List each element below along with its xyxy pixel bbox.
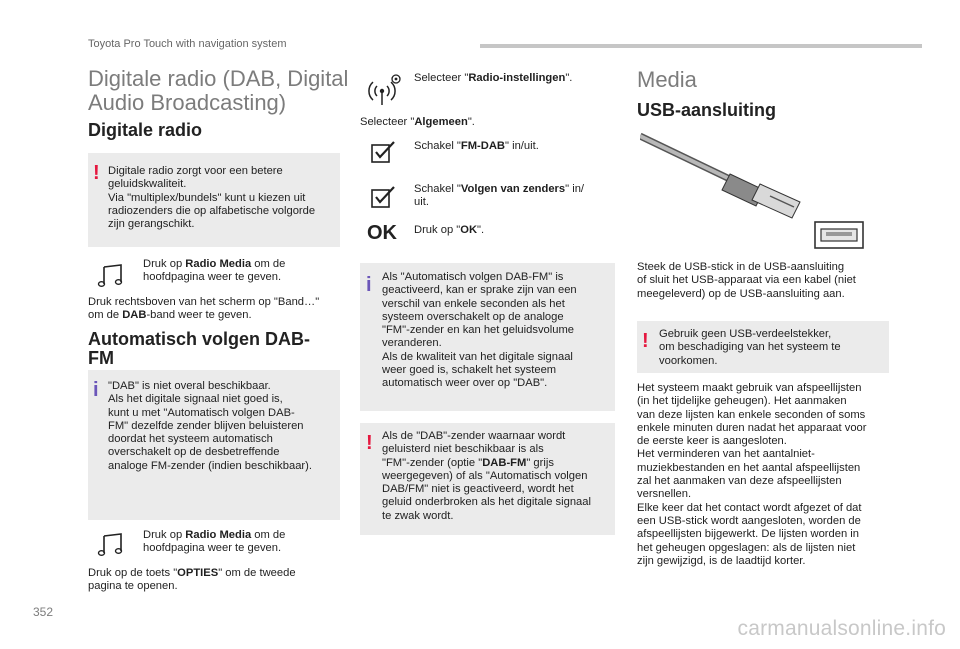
- text-line: radiozenders die op alfabetische volgorde: [108, 204, 316, 217]
- text-line: geluisterd niet beschikbaar is als: [382, 443, 544, 456]
- checkbox-icon: [370, 185, 398, 209]
- step-ok: [414, 224, 484, 237]
- text: om de: [88, 309, 123, 322]
- text-line: zal het aanmaken van deze afspeellijsten: [637, 475, 842, 488]
- text-line: DAB/FM" niet is geactiveerd, wordt het: [382, 483, 574, 496]
- step-radio-settings: [414, 72, 572, 85]
- subtitle-usb: USB-aansluiting: [637, 100, 777, 120]
- text: om de: [251, 529, 286, 541]
- warning-box-usb: [637, 321, 889, 373]
- info-icon: i: [366, 274, 372, 296]
- step-follow-stations: [414, 183, 584, 210]
- text-line: zijn gerangschikt.: [108, 218, 195, 231]
- text: ".: [477, 224, 485, 236]
- text: Selecteer ": [360, 116, 415, 128]
- subtitle-line: FM: [88, 348, 114, 368]
- bold-text: Radio-instellingen: [468, 72, 566, 84]
- text-line: pagina te openen.: [88, 580, 178, 593]
- text: Druk op: [143, 258, 186, 270]
- text-line: hoofdpagina weer te geven.: [143, 542, 282, 555]
- header-divider: [480, 44, 922, 48]
- text-line: afspeellijsten bijgewerkt. De lijsten worden in: [637, 528, 859, 541]
- bold-text: Radio Media: [185, 529, 252, 541]
- text-line: meegeleverd) op de USB-aansluiting aan.: [637, 287, 845, 300]
- radio-settings-icon: [365, 72, 405, 106]
- text-line: om beschadiging van het systeem te: [659, 341, 841, 354]
- section-title-line2: Audio Broadcasting): [88, 90, 287, 115]
- subtitle-digital-radio: Digitale radio: [88, 120, 203, 140]
- text: -band weer te geven.: [146, 309, 252, 322]
- text-line: enkele minuten duren nadat het apparaat voor: [637, 421, 867, 434]
- text-line: kunt u met "Automatisch volgen DAB-: [108, 406, 295, 419]
- step-radio-media-2: [143, 529, 285, 556]
- warning-box-dab-fm: [360, 423, 615, 535]
- header-title: Toyota Pro Touch with navigation system: [88, 38, 287, 50]
- text-line: Als "Automatisch volgen DAB-FM" is: [382, 271, 564, 283]
- paragraph-options: [88, 567, 296, 594]
- text-line: hoofdpagina weer te geven.: [143, 271, 282, 284]
- text-line: de eerste keer is aangesloten.: [637, 435, 787, 448]
- bold-text: FM-DAB: [460, 140, 506, 152]
- text-line: systeem overschakelt op de analoge: [382, 310, 564, 323]
- bold-text: DAB: [122, 309, 147, 322]
- text-line: zijn gewijzigd, is de laadtijd korter.: [637, 554, 806, 567]
- text: Schakel ": [414, 140, 461, 152]
- text-line: automatisch weer over op "DAB".: [382, 377, 548, 390]
- warning-icon: !: [366, 432, 373, 454]
- text-line: geactiveerd, kan er sprake zijn van een: [382, 284, 577, 297]
- warning-box-text: [108, 165, 315, 231]
- text-line: Digitale radio zorgt voor een betere: [108, 165, 283, 177]
- text-line: het geheugen opgeslagen: als de lijsten niet: [637, 541, 856, 554]
- section-title-dab: [88, 67, 348, 115]
- step-fm-dab: [414, 140, 539, 153]
- text-line: muziekbestanden en het aantal afspeellijsten: [637, 461, 861, 474]
- bold-text: OPTIES: [177, 567, 219, 579]
- text-line: Als de kwaliteit van het digitale signaal: [382, 350, 573, 363]
- bold-text: Volgen van zenders: [460, 183, 566, 195]
- subtitle-line: Automatisch volgen DAB-: [88, 329, 311, 349]
- music-note-icon: [97, 531, 125, 557]
- paragraph-playlists: [637, 382, 867, 568]
- paragraph-band: [88, 296, 319, 323]
- text-line: van deze lijsten kan enkele seconden of soms: [637, 408, 866, 421]
- text-line: weer goed is, schakelt het systeem: [382, 364, 557, 377]
- text: Druk op: [143, 529, 186, 541]
- text-line: Het verminderen van het aantalniet-: [637, 448, 815, 461]
- subtitle-auto-follow: [88, 330, 310, 368]
- text-line: Steek de USB-stick in de USB-aansluiting: [637, 261, 845, 273]
- bold-text: Radio Media: [185, 258, 252, 270]
- page-number: 352: [33, 605, 54, 619]
- section-title-line1: Digitale radio (DAB, Digital: [88, 66, 349, 91]
- text-line: Als het digitale signaal niet goed is,: [108, 393, 283, 406]
- text-line: een USB-stick wordt aangesloten, worden de: [637, 514, 861, 527]
- text: " in/: [565, 183, 585, 195]
- bold-text: Algemeen: [414, 116, 468, 128]
- bold-text: DAB-FM: [482, 456, 527, 469]
- text-line: analoge FM-zender (indien beschikbaar).: [108, 459, 312, 472]
- text-line: geluid onderbroken als het digitale signaal: [382, 496, 591, 509]
- checkbox-icon: [370, 140, 398, 164]
- step-radio-media-1: [143, 258, 285, 285]
- info-box-text: [382, 271, 577, 391]
- text-line: versnellen.: [637, 488, 692, 501]
- text: om de: [251, 258, 286, 270]
- text: " in/uit.: [505, 140, 539, 152]
- watermark[interactable]: carmanualsonline.info: [737, 617, 946, 640]
- text-line: Via "multiplex/bundels" kunt u kiezen uit: [108, 191, 306, 204]
- warning-box-text: [382, 430, 591, 523]
- paragraph-usb-insert: [637, 261, 856, 301]
- text-line: Gebruik geen USB-verdeelstekker,: [659, 328, 832, 340]
- text: Schakel ": [414, 183, 461, 195]
- text-line: Elke keer dat het contact wordt afgezet of dat: [637, 501, 862, 514]
- text: " om de tweede: [218, 567, 296, 579]
- info-icon: i: [93, 379, 99, 401]
- text-line: te zwak wordt.: [382, 509, 454, 522]
- ok-icon: OK: [367, 222, 397, 244]
- text: " grijs: [526, 456, 554, 469]
- warning-icon: !: [642, 330, 649, 352]
- warning-box-digital-radio: [88, 153, 340, 247]
- text-line: Druk rechtsboven van het scherm op "Band…": [88, 296, 320, 308]
- step-select-general: [360, 116, 475, 129]
- info-box-dab: [88, 370, 340, 520]
- text-line: verschil van enkele seconden als het: [382, 297, 565, 310]
- usb-cable-illustration: [640, 130, 870, 252]
- text-line: Als de "DAB"-zender waarnaar wordt: [382, 430, 566, 442]
- section-title-media: Media: [637, 67, 697, 92]
- text-line: overschakelt op de desbetreffende: [108, 446, 280, 459]
- text-line: voorkomen.: [659, 354, 718, 367]
- text-line: veranderen.: [382, 337, 442, 350]
- text: Selecteer ": [414, 72, 469, 84]
- text-line: doordat het systeem automatisch: [108, 433, 273, 446]
- text: Druk op de toets ": [88, 567, 178, 579]
- text-line: Het systeem maakt gebruik van afspeellijsten: [637, 382, 862, 394]
- bold-text: OK: [460, 224, 478, 236]
- text: "FM"-zender (optie ": [382, 456, 483, 469]
- text-line: "FM"-zender en kan het geluidsvolume: [382, 324, 575, 337]
- text-line: FM" dezelfde zender blijven beluisteren: [108, 419, 304, 432]
- text-line: geluidskwaliteit.: [108, 178, 187, 191]
- text: Druk op ": [414, 224, 461, 236]
- text: ".: [565, 72, 573, 84]
- text-line: "DAB" is niet overal beschikbaar.: [108, 380, 271, 392]
- text-line: of sluit het USB-apparaat via een kabel (niet: [637, 274, 856, 287]
- warning-icon: !: [93, 162, 100, 184]
- text-line: weergegeven) of als "Automatisch volgen: [382, 469, 588, 482]
- info-box-text: [108, 380, 312, 473]
- warning-box-text: [659, 328, 841, 368]
- music-note-icon: [97, 262, 125, 288]
- text-line: uit.: [414, 196, 429, 209]
- text-line: (in het tijdelijke geheugen). Het aanmaken: [637, 395, 847, 408]
- info-box-follow: [360, 263, 615, 411]
- text: ".: [467, 116, 475, 128]
